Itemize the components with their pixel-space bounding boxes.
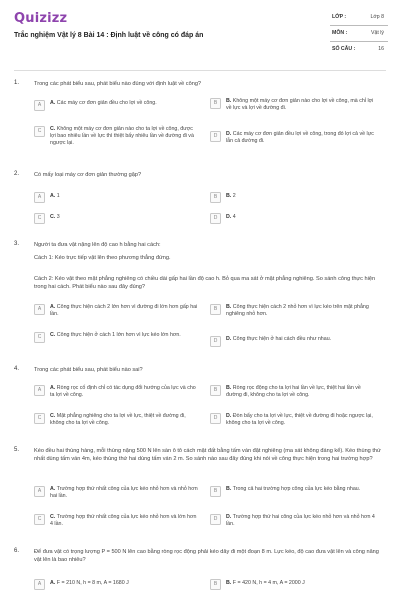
option-letter-box[interactable]: B — [210, 304, 221, 315]
option-letter-box[interactable]: D — [210, 336, 221, 347]
option-letter-box[interactable]: C — [34, 413, 45, 424]
option-text: 1 — [56, 193, 60, 199]
option-text: F = 210 N, h = 8 m, A = 1680 J — [56, 580, 129, 586]
document-header — [0, 0, 400, 66]
option-label: B. — [226, 98, 232, 104]
option-label: A. — [50, 100, 56, 106]
option-label: B. — [226, 304, 232, 310]
option-letter-box[interactable]: D — [210, 131, 221, 142]
option-letter-box[interactable]: D — [210, 514, 221, 525]
option-label: D. — [226, 214, 232, 220]
option-label: C. — [50, 214, 56, 220]
option-text: Trường hợp thứ hai công của lực kéo nhỏ hơn và nhỏ hơn 4 lần. — [226, 514, 375, 527]
option-letter-box[interactable]: D — [210, 413, 221, 424]
question-number: 2. — [14, 171, 20, 177]
option-text: Trường hợp thứ nhất công của lực kéo nhỏ hơn và lớn hơn 4 lần. — [50, 514, 197, 527]
question-number: 1. — [14, 80, 20, 86]
question-text: Trong các phát biểu sau, phát biểu nào sai? — [34, 367, 143, 373]
option-label: D. — [226, 131, 232, 137]
option-label: D. — [226, 514, 232, 520]
option-text: F = 420 N, h = 4 m, A = 2000 J — [232, 580, 305, 586]
option-label: B. — [226, 385, 232, 391]
option-label: B. — [226, 580, 232, 586]
meta-value: Lớp 8 — [370, 14, 384, 20]
option-letter-box[interactable]: A — [34, 385, 45, 396]
option-letter-box[interactable]: B — [210, 192, 221, 203]
option-label: B. — [226, 193, 232, 199]
meta-table — [330, 10, 388, 57]
option-text: Ròng rọc động cho ta lợi hai lần về lực, thiệt hai lần về đường đi, không cho ta lợi về công. — [226, 385, 361, 398]
option-letter-box[interactable]: C — [34, 126, 45, 137]
option-text: Ròng rọc cố định chỉ có tác dụng đổi hướng của lực và cho ta lợi về công. — [50, 385, 196, 398]
option-label: A. — [50, 385, 56, 391]
option-text: Công thực hiện ở hai cách đều như nhau. — [232, 336, 332, 342]
question-text-method-2: Cách 2: Kéo vật theo mặt phẳng nghiêng có chiều dài gấp hai lần độ cao h. Bỏ qua ma sát ở mặt phẳng nghiêng. So sánh công thực hiện trong hai cách. Phát biểu nào sau đây đúng? — [34, 276, 376, 290]
option-letter-box[interactable]: A — [34, 579, 45, 590]
option-label: A. — [50, 486, 56, 492]
question-number: 5. — [14, 447, 20, 453]
option-label: A. — [50, 193, 56, 199]
option-label: C. — [50, 514, 56, 520]
option-label: B. — [226, 486, 232, 492]
option-letter-box[interactable]: B — [210, 98, 221, 109]
option-label: A. — [50, 304, 56, 310]
option-letter-box[interactable]: A — [34, 486, 45, 497]
option-text: 4 — [232, 214, 236, 220]
question-number: 6. — [14, 548, 20, 554]
meta-key: MÔN : — [332, 30, 348, 36]
option-label: D. — [226, 336, 232, 342]
quizizz-logo: Quizizz — [14, 11, 68, 26]
page-title: Trắc nghiệm Vật lý 8 Bài 14 : Định luật về công có đáp án — [14, 32, 204, 39]
option-text: Trong cả hai trường hợp công của lực kéo bằng nhau. — [232, 486, 361, 492]
option-label: A. — [50, 580, 56, 586]
option-text: Các máy cơ đơn giản đều lợi về công, trong đó lợi cả về lực lẫn cả đường đi. — [226, 131, 374, 144]
option-text: Mặt phẳng nghiêng cho ta lợi về lực, thiệt về đường đi, không cho ta lợi về công. — [50, 413, 186, 426]
meta-row-count — [330, 42, 388, 57]
option-text: Công thực hiện ở cách 1 lớn hơn vì lực kéo lớn hơn. — [56, 332, 181, 338]
option-text: 2 — [232, 193, 236, 199]
meta-row-class — [330, 10, 388, 26]
option-letter-box[interactable]: A — [34, 192, 45, 203]
option-text: Công thực hiện cách 2 nhỏ hơn vì lực kéo trên mặt phẳng nghiêng nhỏ hơn. — [226, 304, 369, 317]
question-text: Để đưa vật có trọng lượng P = 500 N lên cao bằng ròng rọc động phải kéo dây đi một đoạn 8 m. Lực kéo, độ cao đưa vật lên và công nâng vật lên là bao nhiêu? — [34, 549, 379, 563]
header-divider — [14, 70, 386, 71]
option-letter-box[interactable]: D — [210, 213, 221, 224]
option-letter-box[interactable]: A — [34, 304, 45, 315]
question-text: Người ta đưa vật nặng lên độ cao h bằng hai cách: — [34, 242, 161, 248]
meta-value: Vật lý — [371, 30, 384, 36]
option-text: Các máy cơ đơn giản đều cho lợi về công. — [56, 100, 157, 106]
option-letter-box[interactable]: C — [34, 514, 45, 525]
option-label: D. — [226, 413, 232, 419]
question-number: 3. — [14, 241, 20, 247]
meta-row-subject — [330, 26, 388, 42]
option-text: Đòn bẩy cho ta lợi về lực, thiệt về đường đi hoặc ngược lại, không cho ta lợi về công. — [226, 413, 373, 426]
question-text: Có mấy loại máy cơ đơn giản thường gặp? — [34, 172, 142, 178]
option-text: 3 — [56, 214, 60, 220]
option-text: Không một máy cơ đơn giản nào cho ta lợi về công, được lợi bao nhiêu lần về lực thì thiệt bấy nhiêu lần về đường đi và ngược lại. — [50, 126, 194, 146]
meta-key: LỚP : — [332, 14, 347, 20]
option-label: C. — [50, 332, 56, 338]
option-label: C. — [50, 413, 56, 419]
option-letter-box[interactable]: C — [34, 213, 45, 224]
question-text: Kéo đều hai thùng hàng, mỗi thùng nặng 500 N lên sàn ô tô cách mặt đất bằng tấm ván đặt nghiêng (ma sát không đáng kể). Kéo thùng thứ nhất dùng tấm ván 4m, kéo thùng thứ hai dùng tấm ván 2 m. So sánh nào sau đây đúng khi nói về công thực hiện trong hai trường hợp? — [34, 448, 381, 462]
meta-key: SỐ CÂU : — [332, 46, 356, 52]
option-letter-box[interactable]: B — [210, 385, 221, 396]
meta-value: 16 — [378, 46, 384, 52]
question-text-method-1: Cách 1: Kéo trực tiếp vật lên theo phương thẳng đứng. — [34, 255, 171, 261]
option-letter-box[interactable]: A — [34, 100, 45, 111]
option-text: Không một máy cơ đơn giản nào cho lợi về công, mà chỉ lợi về lực và lợi về đường đi. — [226, 98, 374, 111]
question-text: Trong các phát biểu sau, phát biểu nào đúng với định luật về công? — [34, 81, 202, 87]
option-text: Trường hợp thứ nhất công của lực kéo nhỏ hơn và nhỏ hơn hai lần. — [50, 486, 198, 499]
option-letter-box[interactable]: B — [210, 486, 221, 497]
option-text: Công thực hiện cách 2 lớn hơn vì đường đi lớn hơn gấp hai lần. — [50, 304, 198, 317]
option-label: C. — [50, 126, 56, 132]
option-letter-box[interactable]: B — [210, 579, 221, 590]
question-number: 4. — [14, 366, 20, 372]
option-letter-box[interactable]: C — [34, 332, 45, 343]
